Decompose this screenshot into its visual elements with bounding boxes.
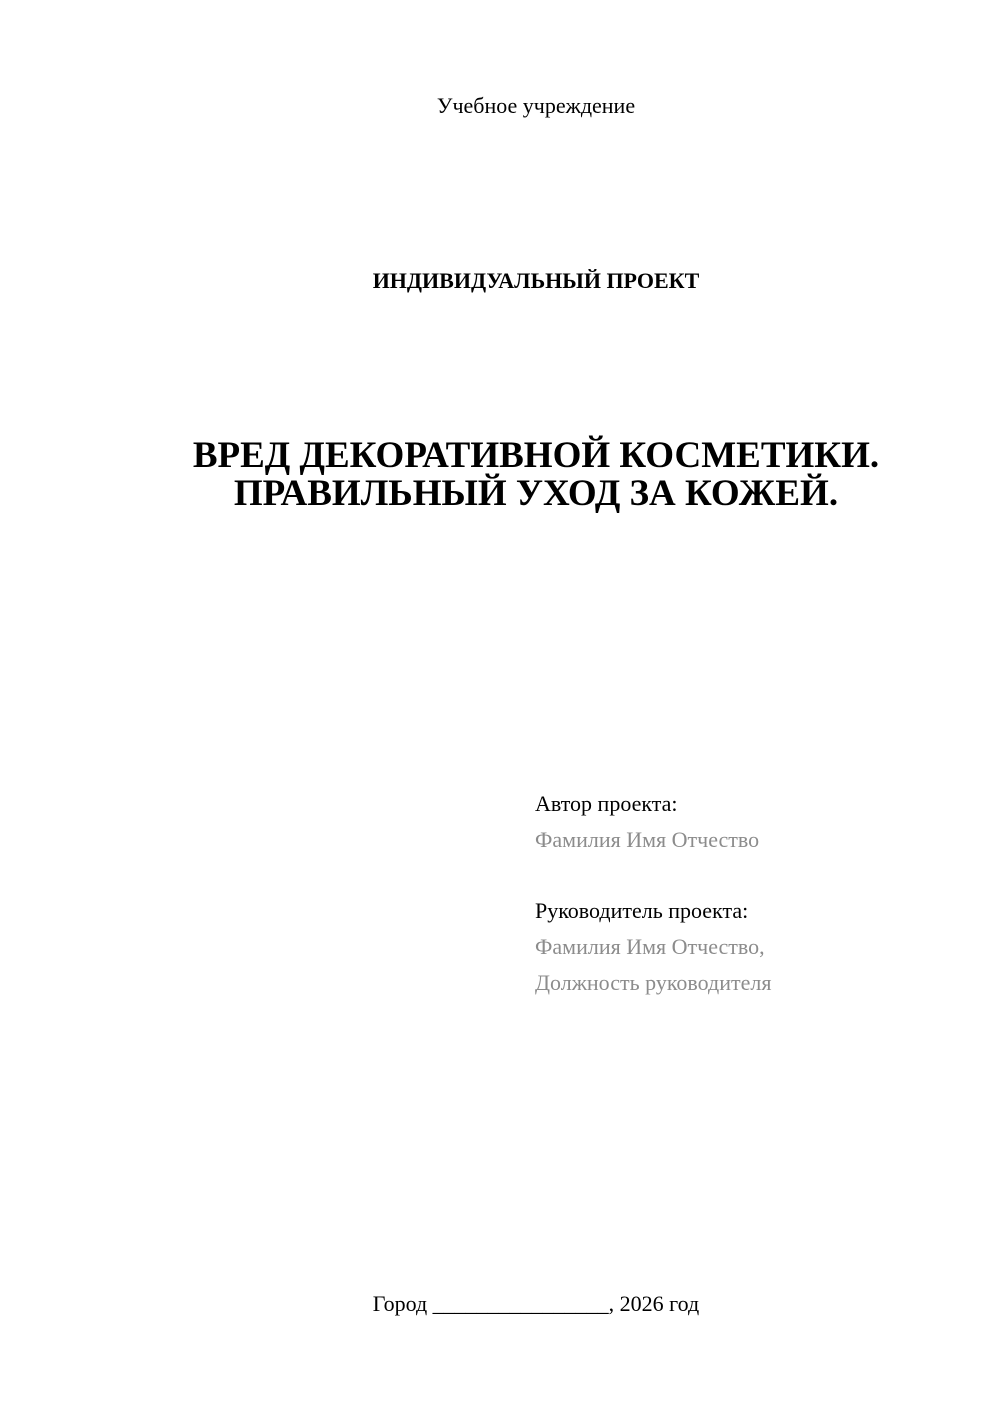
supervisor-position: Должность руководителя [535, 970, 772, 995]
supervisor-block [535, 893, 771, 1001]
project-title-line-2: ПРАВИЛЬНЫЙ УХОД ЗА КОЖЕЙ. [233, 473, 839, 514]
author-label: Автор проекта: [535, 791, 678, 816]
institution-name: Учебное учреждение [436, 93, 636, 118]
supervisor-name: Фамилия Имя Отчество, [535, 934, 765, 959]
city-year-footer: Город ________________, 2026 год [372, 1291, 700, 1316]
project-type-heading: ИНДИВИДУАЛЬНЫЙ ПРОЕКТ [372, 268, 700, 293]
supervisor-label: Руководитель проекта: [535, 898, 749, 923]
project-title-line-1: ВРЕД ДЕКОРАТИВНОЙ КОСМЕТИКИ. [192, 435, 880, 476]
author-name: Фамилия Имя Отчество [535, 827, 760, 852]
author-block [535, 786, 759, 858]
project-title [0, 437, 1000, 513]
